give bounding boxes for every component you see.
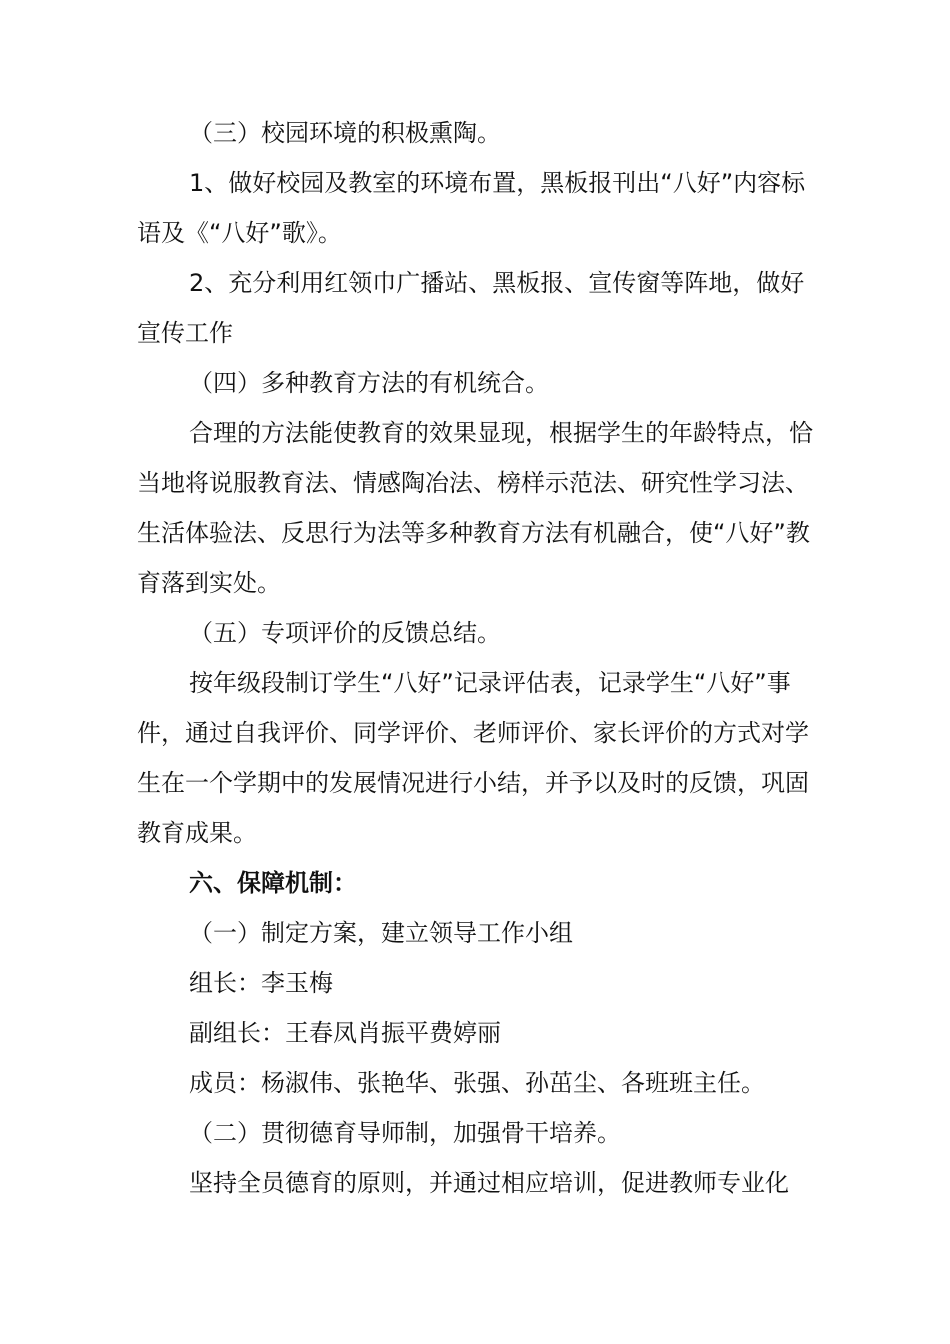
paragraph-publicity-channels: 2、充分利用红领巾广播站、黑板报、宣传窗等阵地，做好宣传工作 xyxy=(137,269,805,347)
paragraph-deputy-leaders: 副组长：王春凤肖振平费婷丽 xyxy=(189,1019,501,1047)
section-heading-mentor-system: （二）贯彻德育导师制，加强骨干培养。 xyxy=(189,1119,621,1147)
chapter-heading-safeguard-mechanism: 六、保障机制： xyxy=(189,869,357,897)
paragraph-education-methods: 合理的方法能使教育的效果显现，根据学生的年龄特点，恰当地将说服教育法、情感陶冶法、榜样示范法、研究性学习法、生活体验法、反思行为法等多种教育方法有机融合，使“八好”教育落到实处。 xyxy=(137,419,813,597)
paragraph-mentor-system: 坚持全员德育的原则，并通过相应培训，促进教师专业化 xyxy=(189,1169,789,1197)
section-heading-leadership-group: （一）制定方案，建立领导工作小组 xyxy=(189,919,573,947)
paragraph-evaluation-feedback: 按年级段制订学生“八好”记录评估表，记录学生“八好”事件，通过自我评价、同学评价、老师评价、家长评价的方式对学生在一个学期中的发展情况进行小结，并予以及时的反馈，巩固教育成果。 xyxy=(137,669,809,847)
paragraph-campus-decoration: 1、做好校园及教室的环境布置，黑板报刊出“八好”内容标语及《“八好”歌》。 xyxy=(137,169,806,247)
section-heading-education-methods: （四）多种教育方法的有机统合。 xyxy=(189,369,549,397)
paragraph-group-leader: 组长：李玉梅 xyxy=(189,969,333,997)
section-heading-campus-environment: （三）校园环境的积极熏陶。 xyxy=(189,119,501,147)
paragraph-members: 成员：杨淑伟、张艳华、张强、孙茁尘、各班班主任。 xyxy=(189,1069,765,1097)
section-heading-evaluation-feedback: （五）专项评价的反馈总结。 xyxy=(189,619,501,647)
document-body xyxy=(137,108,827,1208)
